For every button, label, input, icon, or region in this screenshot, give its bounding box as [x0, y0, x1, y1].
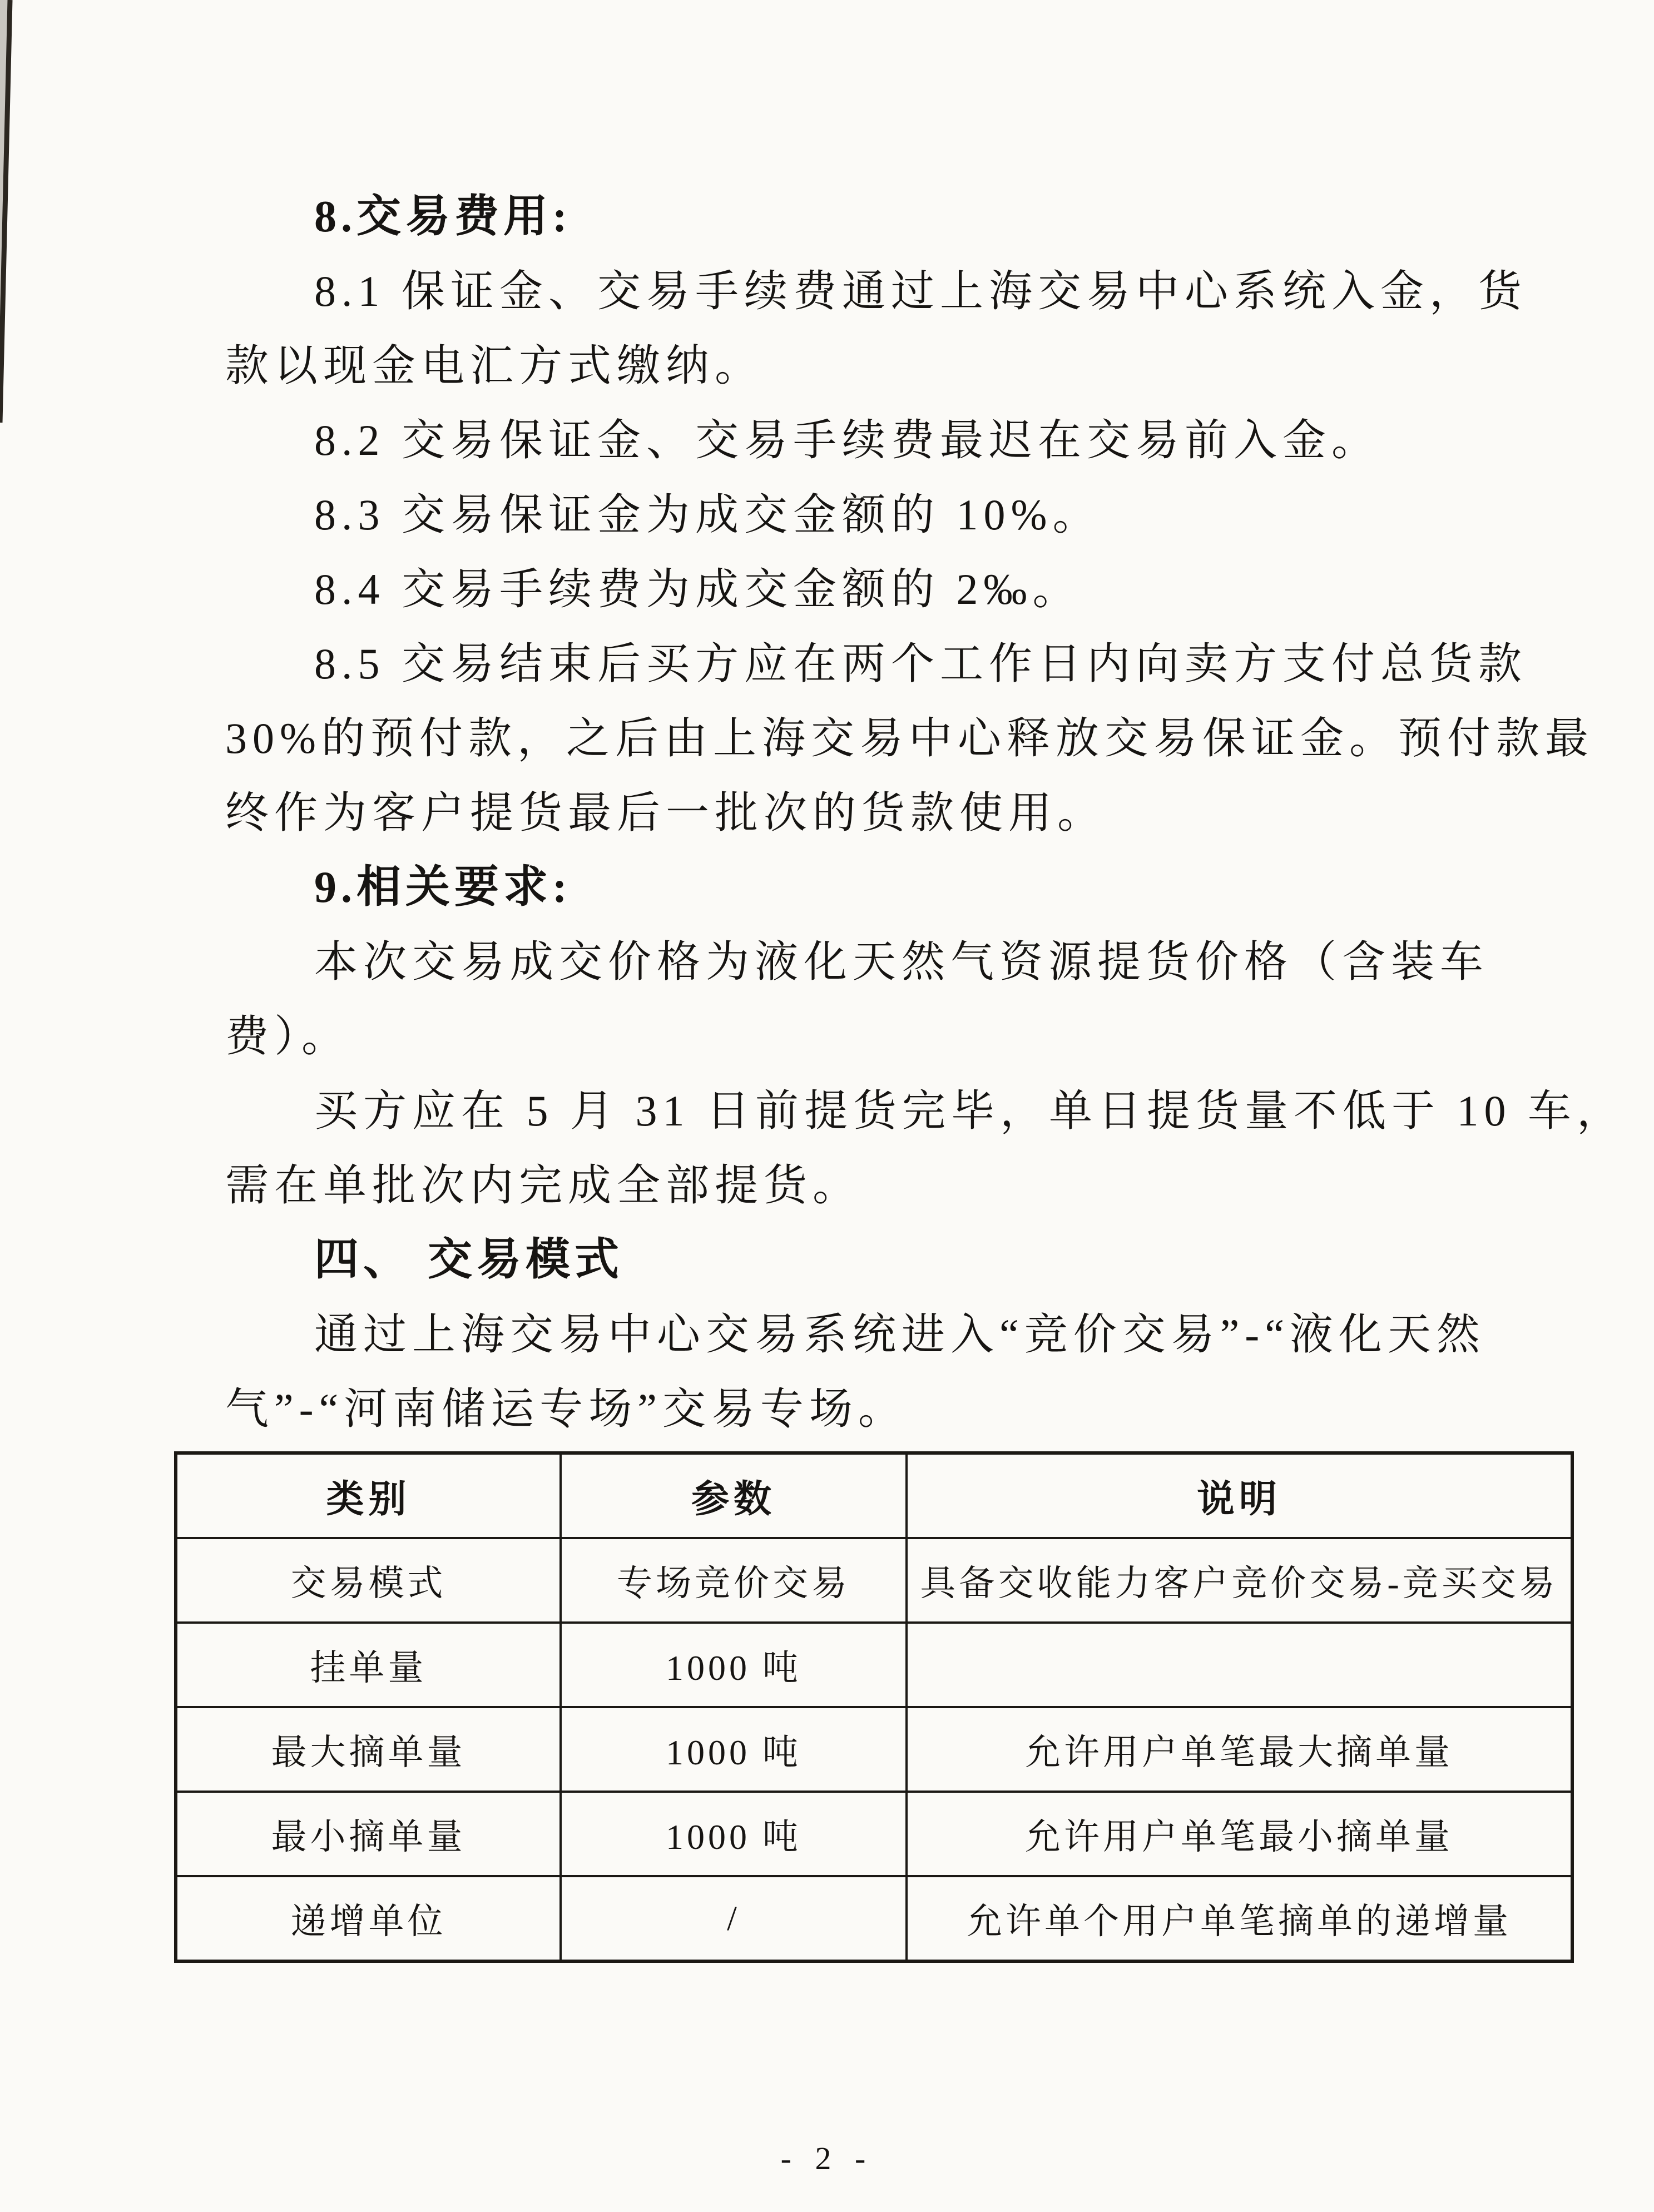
text-line: 通过上海交易中心交易系统进入“竞价交易”-“液化天然 [314, 1310, 1485, 1358]
table-row [176, 1876, 1572, 1961]
text-line: 款以现金电汇方式缴纳。 [225, 341, 764, 390]
text-line: 需在单批次内完成全部提货。 [225, 1161, 862, 1209]
table-cell: 交易模式 [176, 1538, 561, 1623]
table-cell: 允许用户单笔最小摘单量 [907, 1792, 1572, 1876]
table-row [176, 1538, 1572, 1623]
table-cell: / [561, 1876, 907, 1961]
table-cell: 1000 吨 [561, 1792, 907, 1876]
text-line: 8.3 交易保证金为成交金额的 10%。 [314, 490, 1102, 539]
text-line: 费）。 [225, 1012, 351, 1060]
text-line: 本次交易成交价格为液化天然气资源提货价格（含装车 [314, 938, 1489, 986]
table-header-category: 类别 [176, 1453, 561, 1538]
text-line: 8.1 保证金、交易手续费通过上海交易中心系统入金，货 [314, 267, 1528, 315]
text-line: 30%的预付款，之后由上海交易中心释放交易保证金。预付款最 [225, 714, 1594, 762]
table-header-parameter: 参数 [561, 1453, 907, 1538]
table-cell: 最小摘单量 [176, 1792, 561, 1876]
text-line: 终作为客户提货最后一批次的货款使用。 [225, 788, 1107, 837]
body-text [225, 180, 1626, 1446]
text-line: 买方应在 5 月 31 日前提货完毕，单日提货量不低于 10 车， [314, 1087, 1626, 1135]
table-cell: 递增单位 [176, 1876, 561, 1961]
text-line: 8.4 交易手续费为成交金额的 2‰。 [314, 565, 1082, 613]
table-header-row [176, 1453, 1572, 1538]
table-cell: 1000 吨 [561, 1707, 907, 1792]
table-cell [907, 1623, 1572, 1707]
text-line: 8.5 交易结束后买方应在两个工作日内向卖方支付总货款 [314, 639, 1528, 688]
page-number: - 2 - [780, 2140, 874, 2176]
table-cell: 挂单量 [176, 1623, 561, 1707]
table-cell: 最大摘单量 [176, 1707, 561, 1792]
table-row [176, 1707, 1572, 1792]
table-row [176, 1623, 1572, 1707]
section-heading: 四、 交易模式 [314, 1236, 623, 1284]
table-cell: 允许单个用户单笔摘单的递增量 [907, 1876, 1572, 1961]
scan-edge-artifact [0, 0, 26, 445]
table-cell: 具备交收能力客户竞价交易-竞买交易 [907, 1538, 1572, 1623]
table-row [176, 1792, 1572, 1876]
table-cell: 专场竞价交易 [561, 1538, 907, 1623]
table-cell: 允许用户单笔最大摘单量 [907, 1707, 1572, 1792]
trading-mode-table [174, 1451, 1574, 1963]
text-line: 8.2 交易保证金、交易手续费最迟在交易前入金。 [314, 416, 1381, 464]
section-heading: 9.相关要求: [314, 863, 572, 912]
section-heading: 8.交易费用: [314, 192, 572, 241]
table-cell: 1000 吨 [561, 1623, 907, 1707]
text-line: 气”-“河南储运专场”交易专场。 [225, 1385, 907, 1433]
table-header-description: 说明 [907, 1453, 1572, 1538]
